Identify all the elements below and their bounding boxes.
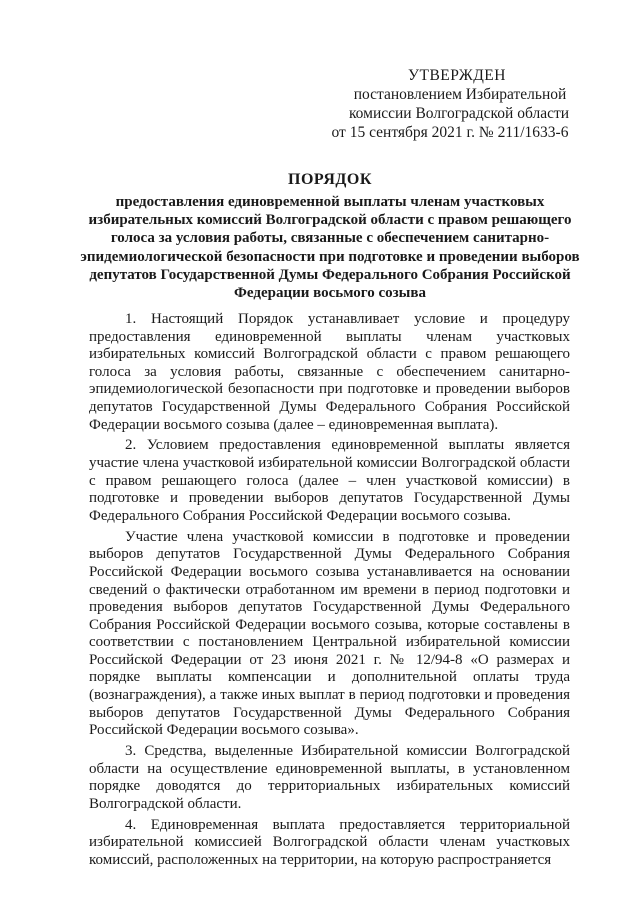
document-title: ПОРЯДОК	[288, 171, 372, 188]
paragraph-3: 3. Средства, выделенные Избирательной комиссии Волгоградской области на осуществление единовременной выплаты, в установленном порядке доводятся до территориальных избирательных комиссий Волгоградской области.	[89, 743, 570, 812]
paragraph-2-continued: Участие члена участковой комиссии в подготовке и проведении выборов депутатов Государственной Думы Федерального Собрания Российской Федерации восьмого созыва устанавливается на основании сведений о фактически отработанном им времени в период подготовки и проведения выборов депутатов Государственной Думы Федерального Собрания Российской Федерации восьмого созыва, которые составлены в соответствии с постановлением Центральной избирательной комиссии Российской Федерации от 23 июня 2021 г. № 12/94-8 «О размерах и порядке выплаты компенсации и дополнительной оплаты труда (вознаграждения), а также иных выплат в период подготовки и проведения выборов депутатов Государственной Думы Федерального Собрания Российской Федерации восьмого созыва».	[89, 528, 570, 739]
document-body	[89, 311, 570, 873]
approval-title: УТВЕРЖДЕН	[408, 67, 506, 84]
approval-line: постановлением Избирательной	[353, 86, 567, 103]
paragraph-4: 4. Единовременная выплата предоставляется территориальной избирательной комиссией Волгоградской области членам участковых комиссий, расположенных на территории, на которую распространяется	[89, 816, 570, 868]
document-heading	[80, 170, 580, 302]
paragraph-1: 1. Настоящий Порядок устанавливает условие и процедуру предоставления единовременной выплаты членам участковых избирательных комиссий Волгоградской области с правом решающего голоса за условия работы, связанные с обеспечением санитарно-эпидемиологической безопасности при подготовке и проведении выборов депутатов Государственной Думы Федерального Собрания Российской Федерации восьмого созыва (далее – единовременная выплата).	[89, 311, 570, 433]
approval-date-number: от 15 сентября 2021 г. № 211/1633-6	[331, 124, 569, 141]
paragraph-2: 2. Условием предоставления единовременной выплаты является участие члена участковой избирательной комиссии Волгоградской области с правом решающего голоса (далее – член участковой комиссии) в подготовке и проведении выборов депутатов Государственной Думы Федерального Собрания Российской Федерации восьмого созыва.	[89, 437, 570, 524]
document-subtitle: предоставления единовременной выплаты членам участковых избирательных комиссий Волгоградской области с правом решающего голоса за условия работы, связанные с обеспечением санитарно-эпидемиологической безопасности при подготовке и проведении выборов депутатов Государственной Думы Федерального Собрания Российской Федерации восьмого созыва	[80, 194, 580, 302]
approval-line: комиссии Волгоградской области	[348, 105, 570, 122]
approval-stamp	[330, 66, 570, 142]
